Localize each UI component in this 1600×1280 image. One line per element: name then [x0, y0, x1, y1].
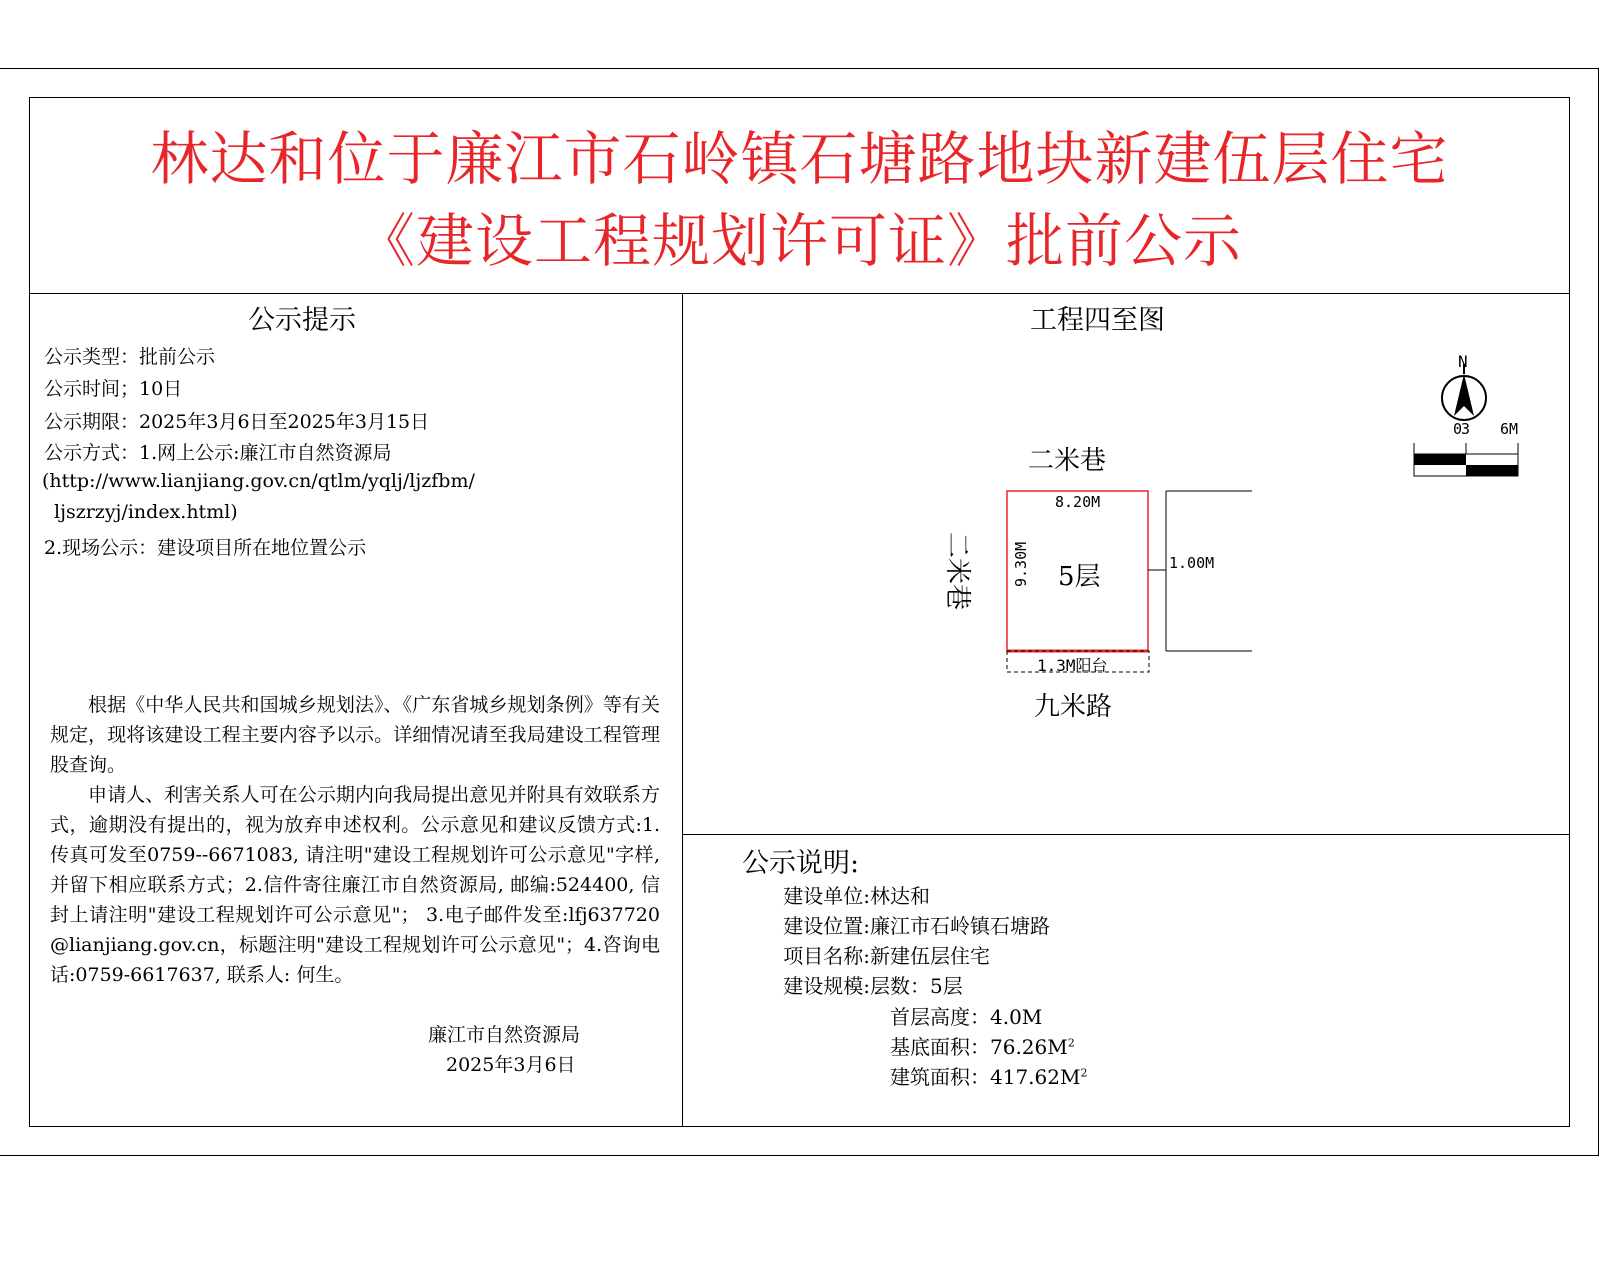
road-left-label: 二米巷	[942, 532, 972, 611]
build-scale-value: 层数：5层	[870, 974, 963, 998]
north-label: N	[1458, 352, 1468, 371]
project-name-row	[772, 940, 990, 969]
build-unit-label: 建设单位:	[783, 884, 870, 908]
gap-dimension: 1.00M	[1169, 554, 1215, 572]
title-line-2: 《建设工程规划许可证》批前公示	[356, 207, 1242, 275]
notice-site: 2.现场公示：建设项目所在地位置公示	[44, 537, 367, 559]
build-scale-row	[772, 970, 963, 999]
notice-method: 公示方式：1.网上公示:廉江市自然资源局	[44, 442, 392, 464]
build-unit-value: 林达和	[870, 884, 930, 908]
balcony-label: 1.3M阳台	[1037, 656, 1108, 675]
base-area-unit-exponent: 2	[1067, 1036, 1075, 1050]
title-line-1: 林达和位于廉江市石岭镇石塘路地块新建伍层住宅	[150, 125, 1449, 193]
base-area-row	[890, 1031, 1075, 1060]
width-dimension: 8.20M	[1055, 493, 1101, 511]
scale-label-6: 6M	[1500, 420, 1519, 438]
total-area: 建筑面积：417.62M	[890, 1065, 1081, 1089]
build-location-value: 廉江市石岭镇石塘路	[870, 914, 1050, 938]
floor-count-label: 5层	[1058, 562, 1101, 592]
sign-org: 廉江市自然资源局	[428, 1024, 581, 1046]
first-floor-height: 首层高度：4.0M	[890, 1005, 1043, 1029]
notice-heading: 公示提示	[248, 305, 356, 336]
depth-dimension: 9.30M	[1012, 541, 1030, 587]
base-area: 基底面积：76.26M	[890, 1035, 1068, 1059]
notice-duration: 公示时间；10日	[44, 378, 183, 400]
build-location-row	[772, 910, 1050, 939]
notice-board	[29, 97, 1570, 1127]
notice-url-1: (http://www.lianjiang.gov.cn/qtlm/yqlj/ljzfbm/	[42, 470, 475, 492]
total-area-unit-exponent: 2	[1080, 1066, 1088, 1080]
project-name-value: 新建伍层住宅	[870, 944, 990, 968]
build-scale-label: 建设规模:	[783, 974, 870, 998]
notice-period: 公示期限：2025年3月6日至2025年3月15日	[44, 411, 430, 433]
build-location-label: 建设位置:	[783, 914, 870, 938]
scale-label-3: 3	[1461, 420, 1471, 438]
total-area-row	[890, 1061, 1087, 1090]
road-bottom-label: 九米路	[1034, 692, 1113, 722]
sign-date: 2025年3月6日	[446, 1054, 576, 1076]
site-map-heading: 工程四至图	[1030, 305, 1165, 336]
description-heading: 公示说明:	[742, 848, 860, 879]
project-name-label: 项目名称:	[783, 944, 870, 968]
notice-paragraph-2: 申请人、利害关系人可在公示期内向我局提出意见并附具有效联系方式，逾期没有提出的，视为放弃申述权利。公示意见和建议反馈方式:1.传真可发至0759--6671083, 请注明"建设工程规划许可公示意见"字样, 并留下相应联系方式；2.信件寄往廉江市自然资源局, 邮编:524400, 信封上请注明"建设工程规划许可公示意见"； 3.电子邮件发至:lfj637720@lianjiang.gov.cn，标题注明"建设工程规划许可公示意见"；4.咨询电话:0759-6617637, 联系人: 何生。	[50, 784, 660, 986]
north-arrow-icon	[1442, 364, 1486, 420]
notice-url-2: ljszrzyj/index.html)	[54, 501, 238, 523]
notice-type: 公示类型：批前公示	[44, 346, 216, 368]
road-top-label: 二米巷	[1028, 446, 1107, 476]
scale-bar	[1414, 443, 1518, 476]
build-unit-row	[772, 880, 930, 909]
notice-paragraph-1: 根据《中华人民共和国城乡规划法》、《广东省城乡规划条例》等有关规定，现将该建设工程主要内容予以示。详细情况请至我局建设工程管理股查询。	[50, 694, 660, 776]
scale-label-0: 0	[1453, 420, 1463, 438]
